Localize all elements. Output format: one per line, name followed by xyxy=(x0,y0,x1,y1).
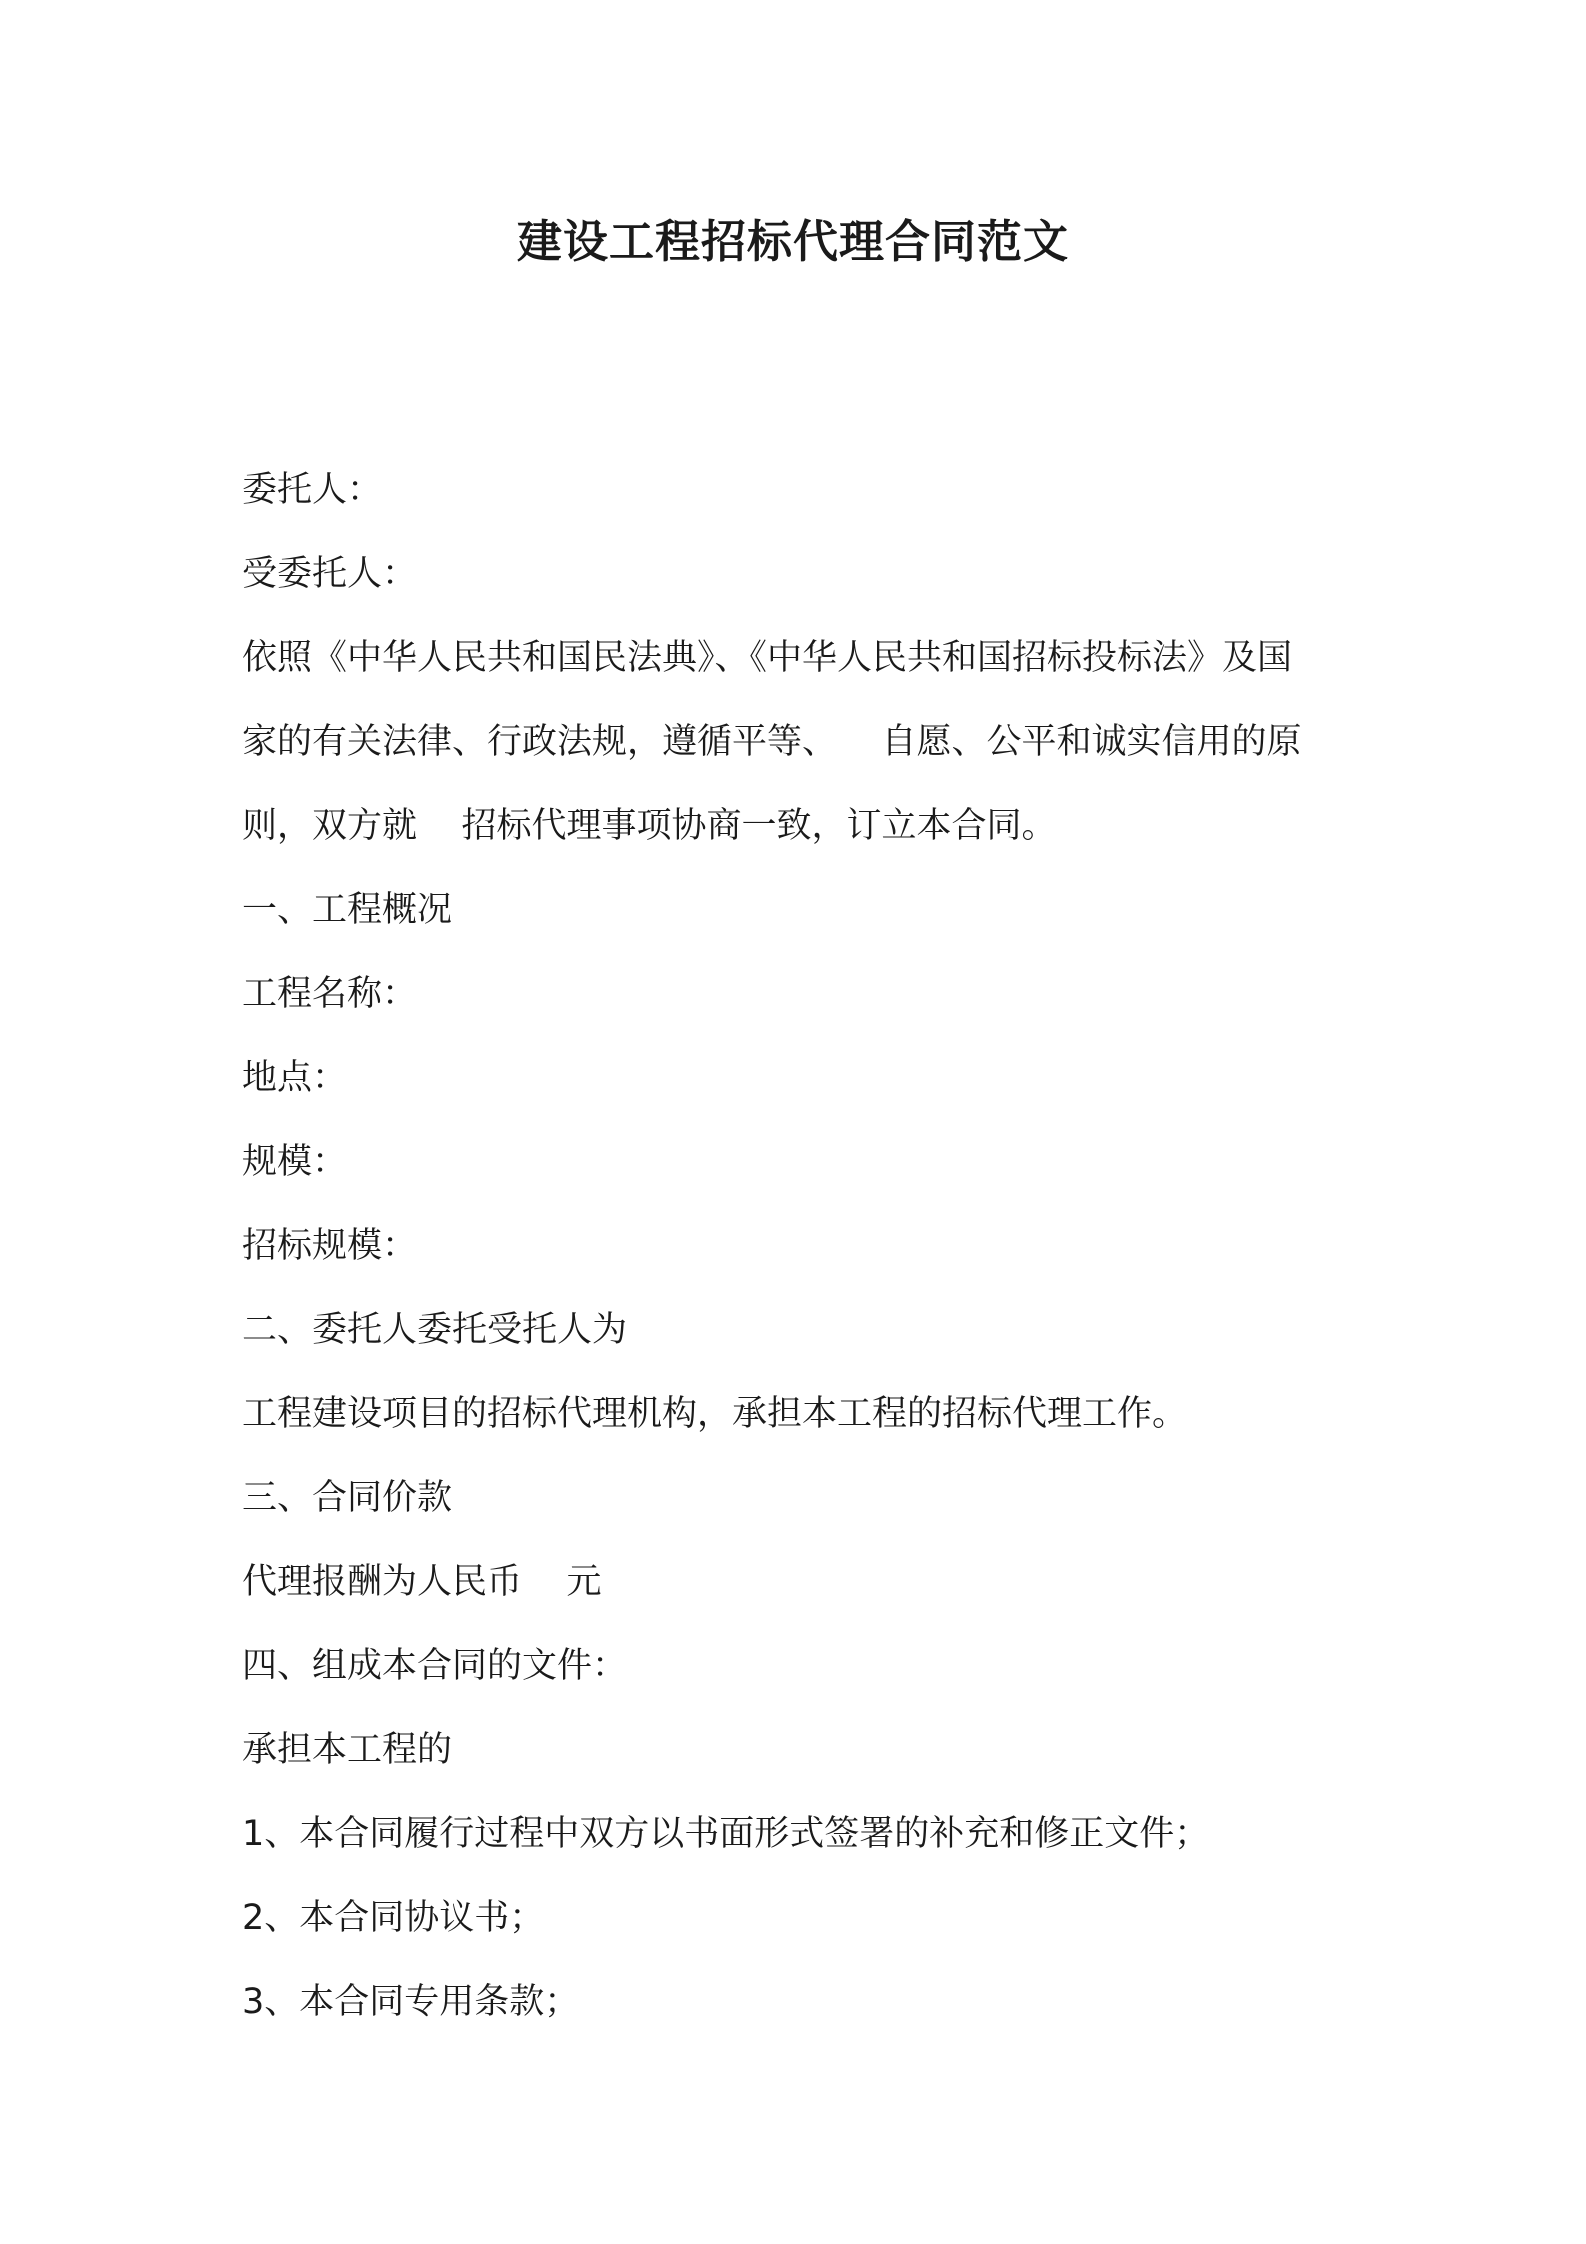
section-heading-project-overview: 一、工程概况 xyxy=(242,890,453,930)
document-title: 建设工程招标代理合同范文 xyxy=(516,215,1069,268)
clause-agent: 受委托人： xyxy=(242,554,418,594)
field-location: 地点： xyxy=(242,1058,348,1098)
section-heading-contract-price: 三、合同价款 xyxy=(242,1478,453,1518)
contract-price-text: 代理报酬为人民币 元 xyxy=(242,1562,602,1602)
field-tender-scale: 招标规模： xyxy=(242,1226,418,1266)
document-list-item: 3、本合同专用条款； xyxy=(242,1982,580,2022)
preamble-line: 家的有关法律、行政法规，遵循平等、 自愿、公平和诚实信用的原 xyxy=(242,722,1302,762)
entrustment-text: 工程建设项目的招标代理机构，承担本工程的招标代理工作。 xyxy=(242,1394,1188,1434)
document-list-item: 1、本合同履行过程中双方以书面形式签署的补充和修正文件； xyxy=(242,1814,1210,1854)
field-project-name: 工程名称： xyxy=(242,974,418,1014)
preamble-line: 则，双方就 招标代理事项协商一致，订立本合同。 xyxy=(242,806,1057,846)
contract-documents-intro: 承担本工程的 xyxy=(242,1730,453,1770)
document-list-item: 2、本合同协议书； xyxy=(242,1898,545,1938)
section-heading-contract-documents: 四、组成本合同的文件： xyxy=(242,1646,628,1686)
field-scale: 规模： xyxy=(242,1142,348,1182)
preamble-line: 依照《中华人民共和国民法典》、《中华人民共和国招标投标法》及国 xyxy=(242,638,1293,678)
document-body xyxy=(242,448,1362,2044)
clause-client: 委托人： xyxy=(242,470,383,510)
section-heading-entrustment: 二、委托人委托受托人为 xyxy=(242,1310,628,1350)
